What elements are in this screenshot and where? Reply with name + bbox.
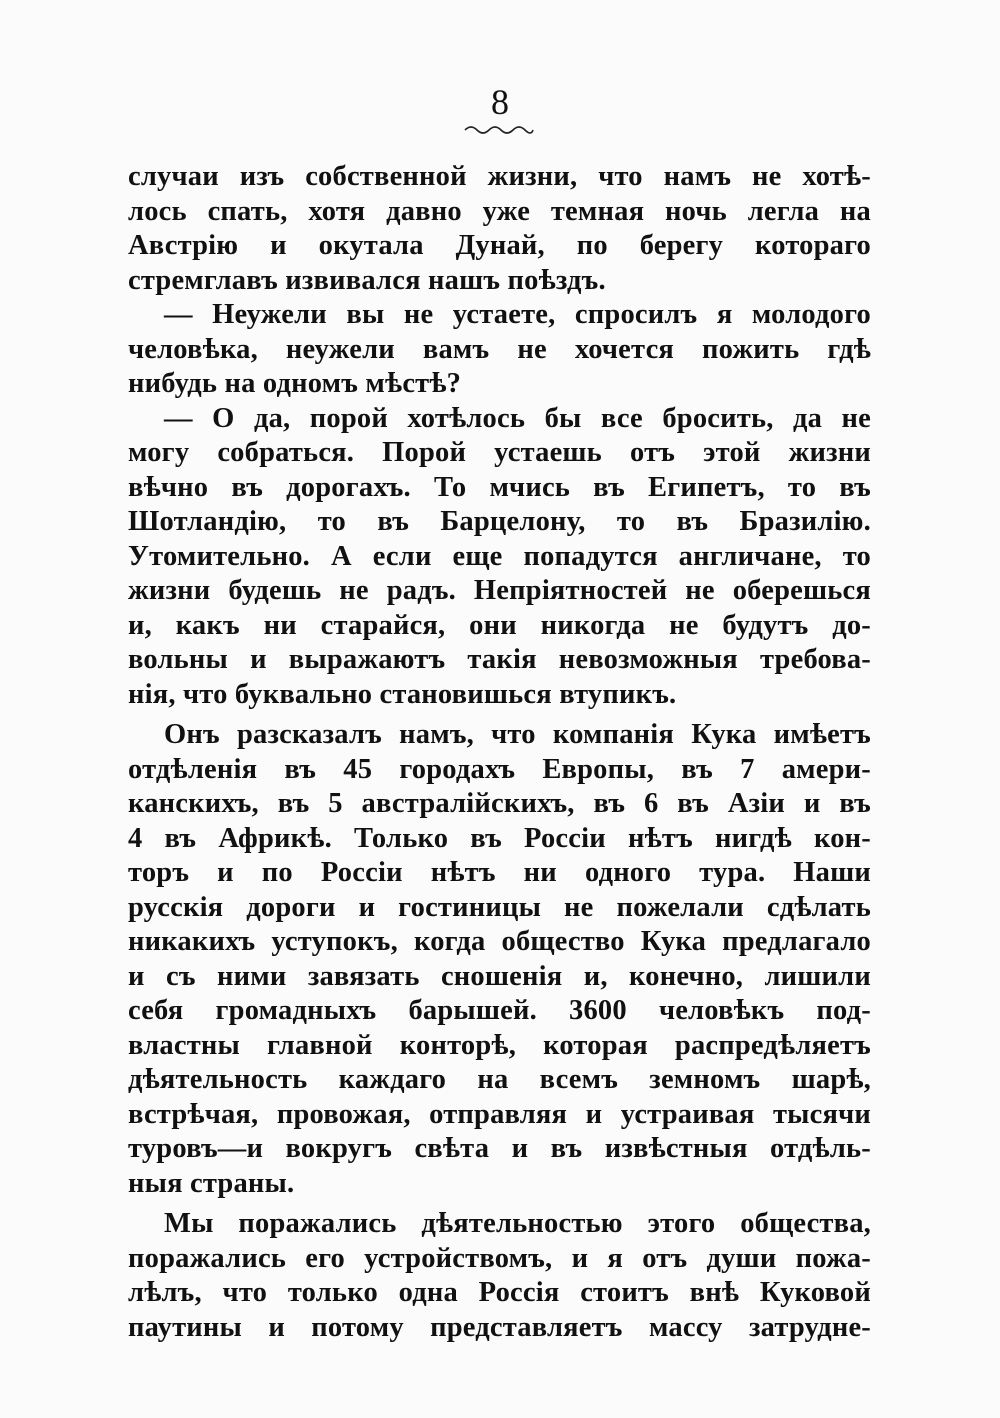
text-line: и, какъ ни старайся, они никогда не будутъ до-	[128, 609, 871, 641]
text-line: 4 въ Африкѣ. Только въ Россіи нѣтъ нигдѣ кон-	[128, 822, 871, 854]
text-line: властны главной конторѣ, которая распредѣляетъ	[128, 1029, 871, 1061]
text-line: себя громадныхъ барышей. 3600 человѣкъ под-	[128, 995, 871, 1026]
text-line: канскихъ, въ 5 австралійскихъ, въ 6 въ Азіи и въ	[128, 788, 871, 819]
page-number: 8	[491, 82, 509, 122]
text-line: нибудь на одномъ мѣстѣ?	[128, 368, 462, 399]
text-line: встрѣчая, провожая, отправляя и устраивая тысячи	[128, 1098, 871, 1130]
body-text	[128, 160, 871, 1345]
text-line: нія, что буквально становишься втупикъ.	[128, 678, 677, 710]
text-line: торъ и по Россіи нѣтъ ни одного тура. Наши	[128, 857, 871, 888]
text-line: поражались его устройствомъ, и я отъ души пожа-	[128, 1242, 871, 1274]
text-line: — Неужели вы не устаете, спросилъ я молодого	[164, 299, 871, 330]
text-line: Онъ разсказалъ намъ, что компанія Кука имѣетъ	[164, 719, 871, 750]
text-line: Австрію и окутала Дунай, по берегу котораго	[128, 230, 871, 261]
text-line: Утомительно. А если еще попадутся англичане, то	[128, 540, 871, 572]
text-line: лось спать, хотя давно уже темная ночь легла на	[128, 195, 871, 227]
text-line: — О да, порой хотѣлось бы все бросить, да не	[164, 402, 871, 434]
text-line: могу собраться. Порой устаешь отъ этой жизни	[128, 437, 871, 468]
ornament-divider	[463, 124, 535, 134]
text-line: вѣчно въ дорогахъ. То мчись въ Египетъ, то въ	[128, 471, 871, 503]
text-line: паутины и потому представляетъ массу затрудне-	[128, 1311, 871, 1343]
text-line: русскія дороги и гостиницы не пожелали сдѣлать	[128, 891, 871, 923]
text-line: Шотландію, то въ Барцелону, то въ Бразилію.	[128, 506, 871, 537]
text-line: Мы поражались дѣятельностью этого общества,	[164, 1208, 871, 1239]
text-line: никакихъ уступокъ, когда общество Кука предлагало	[128, 926, 871, 957]
text-line: лѣлъ, что только одна Россія стоитъ внѣ Куковой	[128, 1277, 871, 1308]
text-line: отдѣленія въ 45 городахъ Европы, въ 7 амери-	[128, 753, 871, 785]
text-line: дѣятельность каждаго на всемъ земномъ шарѣ,	[128, 1064, 871, 1095]
text-line: жизни будешь не радъ. Непріятностей не оберешься	[128, 575, 871, 606]
text-line: туровъ—и вокругъ свѣта и въ извѣстныя отдѣль-	[128, 1133, 871, 1164]
text-line: и съ ними завязать сношенія и, конечно, лишили	[128, 960, 871, 992]
text-line: случаи изъ собственной жизни, что намъ не хотѣ-	[128, 161, 871, 192]
text-line: стремглавъ извивался нашъ поѣздъ.	[128, 264, 606, 296]
text-line: человѣка, неужели вамъ не хочется пожить гдѣ	[128, 333, 871, 365]
text-line: вольны и выражаютъ такія невозможныя требова-	[128, 644, 871, 675]
text-line: ныя страны.	[128, 1167, 295, 1199]
